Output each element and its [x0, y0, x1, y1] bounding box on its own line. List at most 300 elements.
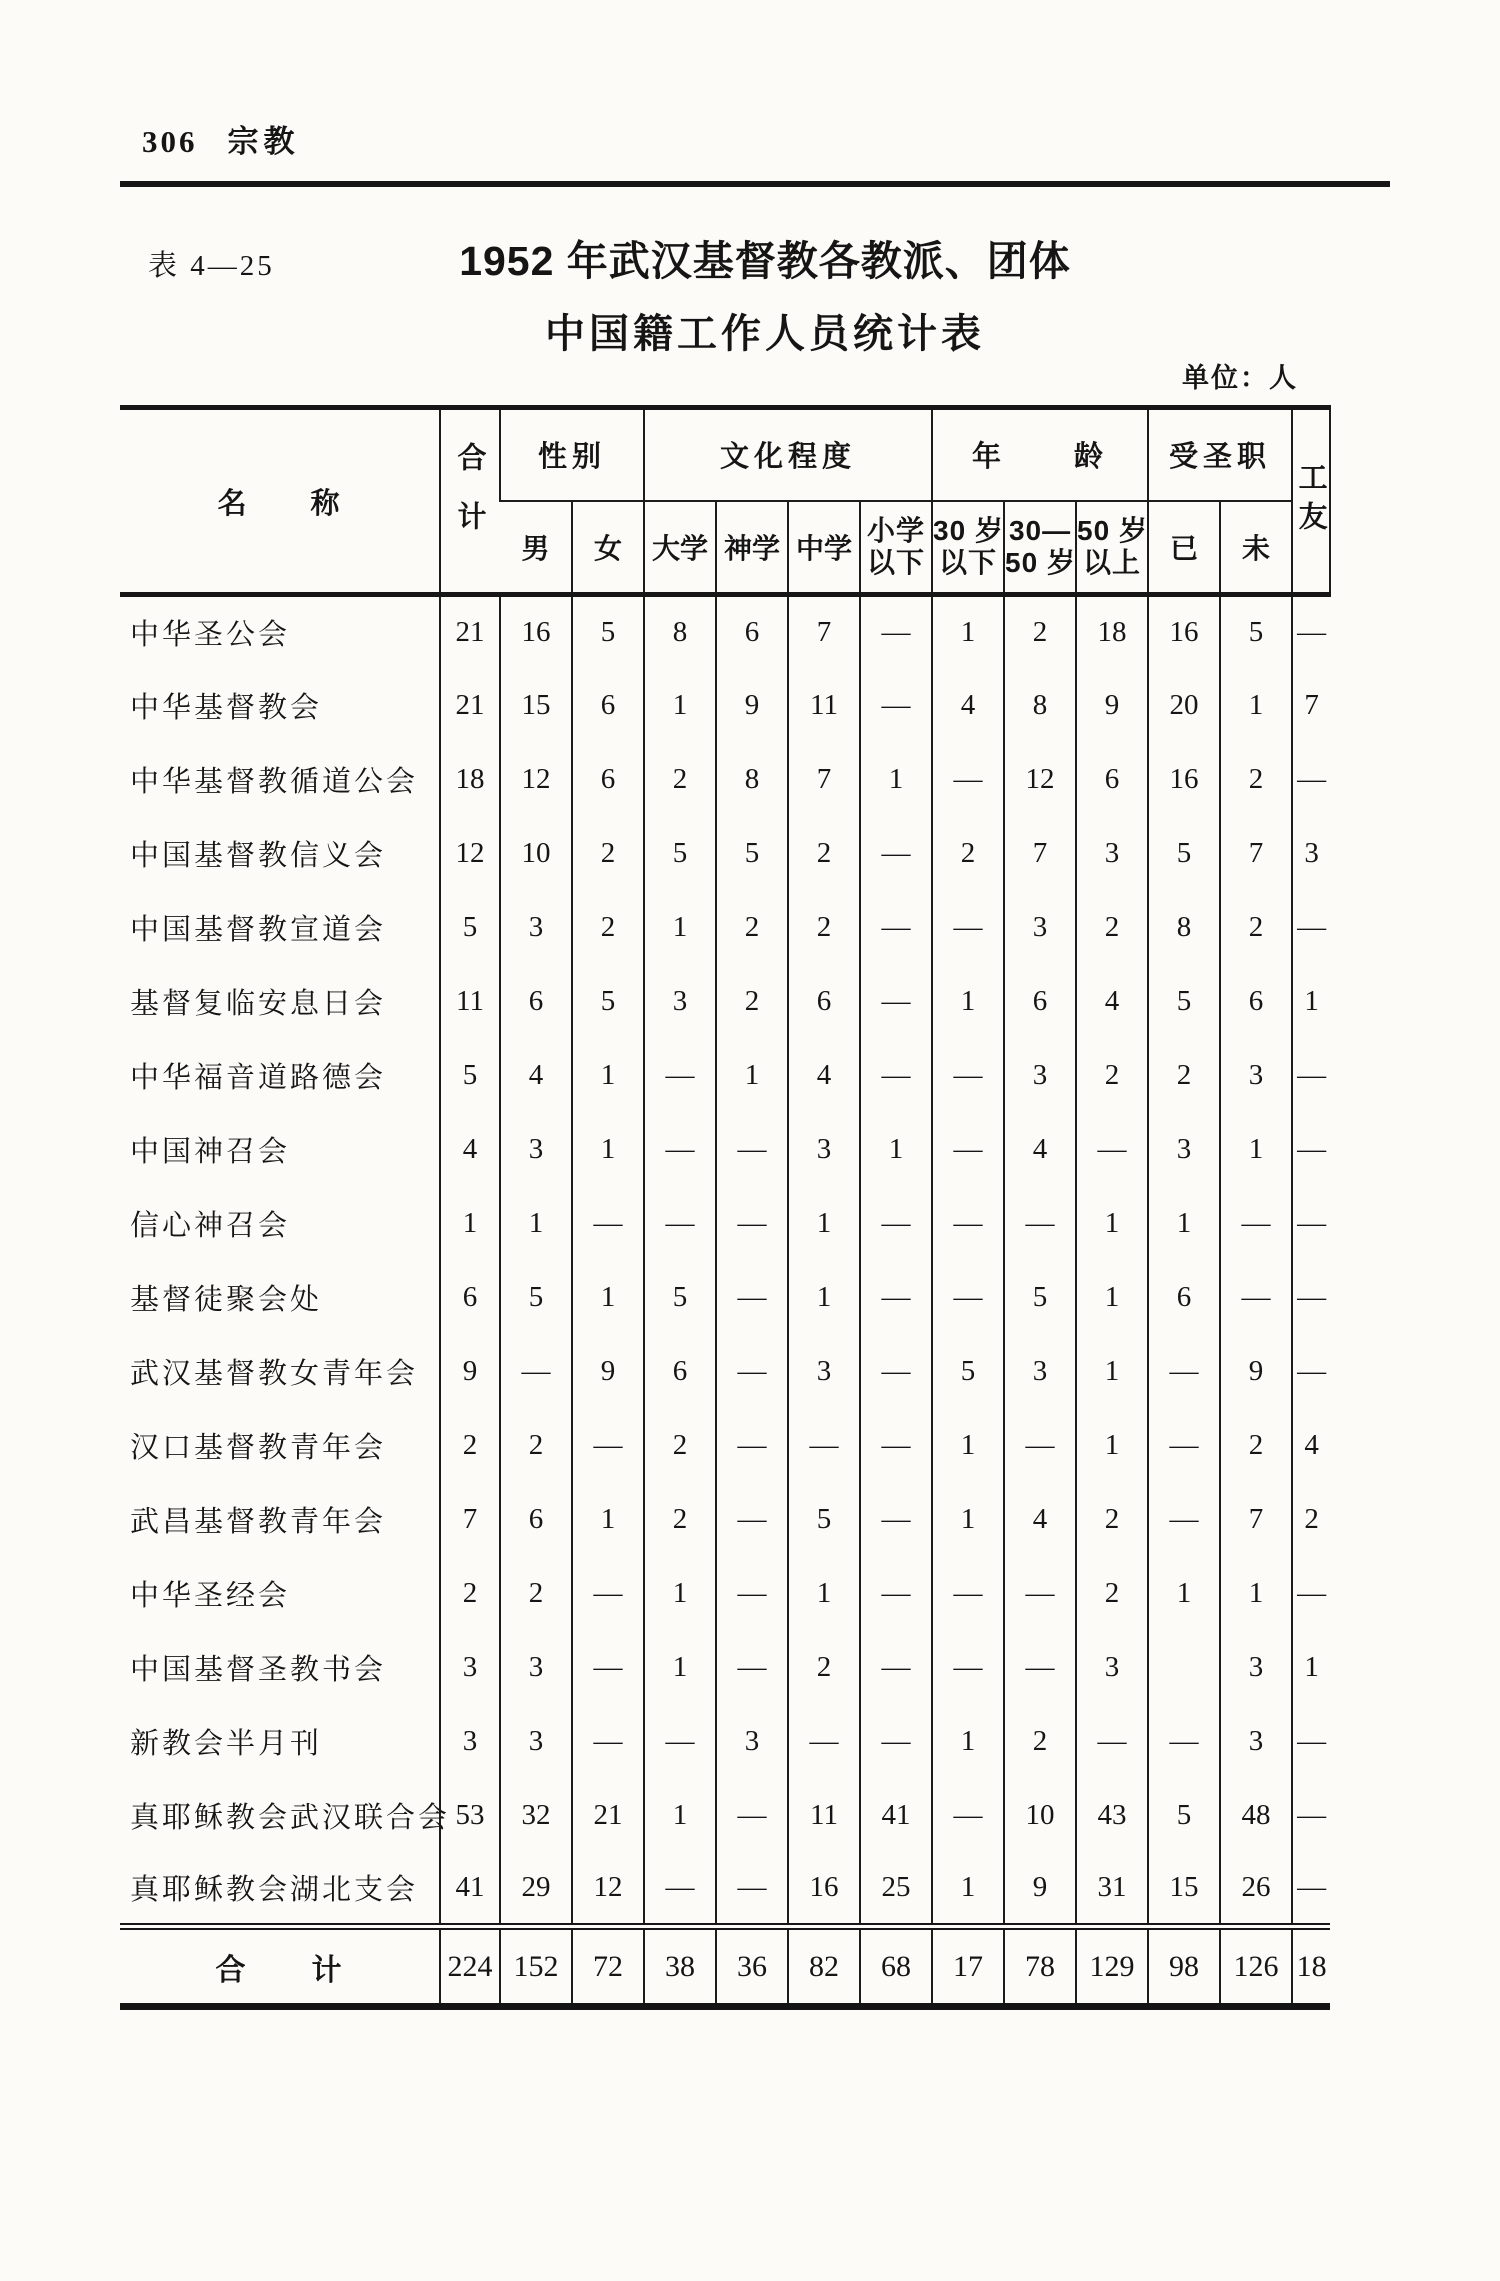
data-cell: 1 — [860, 1113, 932, 1187]
data-cell: — — [644, 1853, 716, 1927]
data-cell: 32 — [500, 1779, 572, 1853]
data-cell: 2 — [440, 1557, 500, 1631]
data-cell: 152 — [500, 1927, 572, 2007]
data-cell: 8 — [644, 595, 716, 669]
data-cell: — — [644, 1113, 716, 1187]
data-cell: 2 — [716, 891, 788, 965]
data-cell: 68 — [860, 1927, 932, 2007]
data-cell: 2 — [440, 1409, 500, 1483]
data-cell: 3 — [1004, 891, 1076, 965]
data-cell: — — [716, 1779, 788, 1853]
data-cell: 4 — [500, 1039, 572, 1113]
row-name: 中华圣经会 — [130, 1580, 291, 1612]
data-cell: 5 — [644, 1261, 716, 1335]
col-group-gender: 性别 — [500, 408, 644, 501]
data-cell: 1 — [932, 1853, 1004, 1927]
data-cell: — — [1148, 1705, 1220, 1779]
data-cell: 82 — [788, 1927, 860, 2007]
col-header-age-over-50 — [1076, 501, 1148, 595]
data-cell: 1 — [1292, 1631, 1330, 1705]
data-cell: — — [1292, 1853, 1330, 1927]
row-name: 中国神召会 — [130, 1136, 291, 1168]
data-cell: — — [932, 1113, 1004, 1187]
row-name: 中华圣公会 — [120, 595, 440, 669]
data-cell: 18 — [1076, 595, 1148, 669]
data-cell: 1 — [572, 1261, 644, 1335]
data-cell: 16 — [1148, 595, 1220, 669]
data-cell: 1 — [644, 1557, 716, 1631]
col-header-age-under-30 — [932, 501, 1004, 595]
data-cell: — — [644, 1705, 716, 1779]
data-cell: 2 — [1004, 595, 1076, 669]
data-cell: — — [860, 817, 932, 891]
data-cell: 10 — [500, 817, 572, 891]
data-cell: — — [500, 1335, 572, 1409]
col-header-primary-or-below — [860, 501, 932, 595]
data-cell: 2 — [1076, 891, 1148, 965]
page-number: 306 — [142, 124, 198, 159]
data-cell: 1 — [788, 1187, 860, 1261]
data-cell: — — [1292, 1557, 1330, 1631]
data-cell: 1 — [716, 1039, 788, 1113]
data-cell: 3 — [440, 1631, 500, 1705]
data-cell: 3 — [1076, 1631, 1148, 1705]
data-cell: — — [860, 1483, 932, 1557]
data-cell: 16 — [500, 595, 572, 669]
col-group-age: 年 龄 — [932, 408, 1148, 501]
data-cell: — — [860, 1261, 932, 1335]
table-row — [120, 1483, 1330, 1557]
data-cell: 41 — [860, 1779, 932, 1853]
table-title-line1: 1952 年武汉基督教各教派、团体 — [459, 238, 1071, 284]
data-cell: 98 — [1148, 1927, 1220, 2007]
data-cell: 2 — [644, 1409, 716, 1483]
data-cell: — — [860, 1335, 932, 1409]
col-header-ordained-no: 未 — [1220, 501, 1292, 595]
data-cell: 9 — [440, 1335, 500, 1409]
data-cell: 16 — [1148, 743, 1220, 817]
data-cell: 25 — [860, 1853, 932, 1927]
data-cell: — — [932, 1039, 1004, 1113]
data-cell: 6 — [788, 965, 860, 1039]
data-cell: 1 — [1220, 1557, 1292, 1631]
data-cell: — — [860, 669, 932, 743]
data-cell: — — [716, 1409, 788, 1483]
data-cell: 5 — [1148, 965, 1220, 1039]
table-title-line2: 中国籍工作人员统计表 — [545, 312, 985, 356]
data-cell: 6 — [1148, 1261, 1220, 1335]
data-cell: 3 — [1076, 817, 1148, 891]
data-cell: 5 — [440, 1039, 500, 1113]
data-cell: — — [716, 1631, 788, 1705]
col-header-ordained-yes: 已 — [1148, 501, 1220, 595]
col-header-theology: 神学 — [716, 501, 788, 595]
data-cell: — — [788, 1409, 860, 1483]
table-title — [260, 228, 1270, 359]
data-cell: — — [860, 891, 932, 965]
data-cell: — — [932, 1187, 1004, 1261]
data-cell: — — [1292, 595, 1330, 669]
data-cell: 6 — [572, 669, 644, 743]
data-cell: 1 — [1076, 1187, 1148, 1261]
row-name: 基督徒聚会处 — [130, 1284, 323, 1316]
data-cell: 5 — [788, 1483, 860, 1557]
data-cell: 9 — [1220, 1335, 1292, 1409]
row-name: 新教会半月刊 — [130, 1728, 323, 1760]
data-cell: 48 — [1220, 1779, 1292, 1853]
data-cell: 4 — [788, 1039, 860, 1113]
data-cell: — — [1292, 1779, 1330, 1853]
data-cell: — — [932, 743, 1004, 817]
data-cell: 1 — [572, 1113, 644, 1187]
data-cell: — — [716, 1113, 788, 1187]
col-header-primary-line2: 以下 — [867, 546, 926, 578]
data-cell: 5 — [1148, 817, 1220, 891]
data-cell: 11 — [788, 1779, 860, 1853]
data-cell: — — [716, 1261, 788, 1335]
section-title: 宗教 — [227, 124, 300, 159]
data-cell: — — [572, 1187, 644, 1261]
table-body — [120, 595, 1330, 2007]
data-cell: — — [788, 1705, 860, 1779]
table-row — [120, 965, 1330, 1039]
data-cell: 1 — [932, 1483, 1004, 1557]
data-cell: 2 — [788, 891, 860, 965]
data-cell: 6 — [500, 965, 572, 1039]
data-cell: 1 — [440, 1187, 500, 1261]
data-cell: 3 — [716, 1705, 788, 1779]
table-row — [120, 1853, 1330, 1927]
data-cell: — — [1292, 1187, 1330, 1261]
data-cell: — — [1292, 1113, 1330, 1187]
row-name: 武昌基督教青年会 — [130, 1506, 387, 1538]
data-cell: — — [572, 1557, 644, 1631]
row-name: 汉口基督教青年会 — [130, 1432, 387, 1464]
total-row — [120, 1927, 1330, 2007]
table-row — [120, 1335, 1330, 1409]
data-cell: 5 — [500, 1261, 572, 1335]
data-cell: — — [860, 1187, 932, 1261]
col-header-total: 合计 — [440, 408, 500, 595]
data-cell: 6 — [1004, 965, 1076, 1039]
col-header-middle-school: 中学 — [788, 501, 860, 595]
data-cell: — — [1076, 1113, 1148, 1187]
data-cell: — — [932, 891, 1004, 965]
page-header — [142, 116, 300, 161]
data-cell: 12 — [440, 817, 500, 891]
data-cell: 7 — [1292, 669, 1330, 743]
data-cell: 5 — [644, 817, 716, 891]
data-cell: — — [1004, 1187, 1076, 1261]
data-cell: 15 — [1148, 1853, 1220, 1927]
col-header-worker: 工友 — [1292, 408, 1330, 595]
data-cell: 7 — [1220, 1483, 1292, 1557]
data-cell: 2 — [572, 891, 644, 965]
data-cell: 4 — [1004, 1483, 1076, 1557]
data-cell: 2 — [1076, 1557, 1148, 1631]
table-row — [120, 1187, 1330, 1261]
data-cell: — — [1148, 1409, 1220, 1483]
data-cell: 3 — [1004, 1039, 1076, 1113]
col-header-age2-line2: 50 岁 — [1005, 546, 1076, 578]
data-cell: — — [860, 965, 932, 1039]
data-cell: — — [644, 1187, 716, 1261]
table-row — [120, 595, 1330, 669]
table-label: 表 4—25 — [148, 250, 275, 282]
data-cell: 18 — [1292, 1927, 1330, 2007]
data-cell: 1 — [1220, 669, 1292, 743]
data-cell: 1 — [1220, 1113, 1292, 1187]
unit-note: 单位：人 — [1182, 363, 1298, 393]
data-cell: — — [572, 1705, 644, 1779]
table-row — [120, 891, 1330, 965]
table-row — [120, 1113, 1330, 1187]
data-cell: 9 — [1004, 1853, 1076, 1927]
data-cell: 7 — [440, 1483, 500, 1557]
data-cell: 1 — [644, 1631, 716, 1705]
data-cell: — — [860, 1631, 932, 1705]
data-cell: — — [716, 1557, 788, 1631]
data-cell: 20 — [1148, 669, 1220, 743]
data-cell: 38 — [644, 1927, 716, 2007]
table-row — [120, 743, 1330, 817]
data-cell: 1 — [500, 1187, 572, 1261]
data-cell: 6 — [500, 1483, 572, 1557]
data-cell: 4 — [1292, 1409, 1330, 1483]
data-cell: 3 — [440, 1705, 500, 1779]
data-cell: 1 — [932, 1409, 1004, 1483]
data-cell: 129 — [1076, 1927, 1148, 2007]
data-cell: 17 — [932, 1927, 1004, 2007]
row-name: 中华基督教循道公会 — [130, 766, 419, 798]
data-cell: 1 — [932, 1705, 1004, 1779]
data-cell: 3 — [1004, 1335, 1076, 1409]
data-cell: 43 — [1076, 1779, 1148, 1853]
data-cell: 1 — [644, 1779, 716, 1853]
col-header-name: 名 称 — [120, 408, 440, 595]
data-cell: 6 — [1076, 743, 1148, 817]
data-cell: — — [1292, 1039, 1330, 1113]
table-row — [120, 1557, 1330, 1631]
data-cell: 2 — [644, 1483, 716, 1557]
data-cell: 6 — [1220, 965, 1292, 1039]
header-rule — [120, 181, 1390, 187]
data-cell: — — [1004, 1409, 1076, 1483]
row-name: 真耶稣教会湖北支会 — [130, 1874, 419, 1907]
data-cell: 72 — [572, 1927, 644, 2007]
col-header-male: 男 — [500, 501, 572, 595]
data-cell: — — [860, 1409, 932, 1483]
data-cell: — — [932, 1779, 1004, 1853]
col-header-university: 大学 — [644, 501, 716, 595]
data-cell: — — [1292, 1335, 1330, 1409]
data-cell: 78 — [1004, 1927, 1076, 2007]
data-cell: — — [572, 1631, 644, 1705]
row-name: 中华基督教会 — [130, 692, 323, 724]
row-name: 中国基督教宣道会 — [130, 914, 387, 946]
data-cell: 16 — [788, 1853, 860, 1927]
data-cell: 2 — [1220, 743, 1292, 817]
data-cell: — — [1148, 1483, 1220, 1557]
data-cell: 1 — [1076, 1335, 1148, 1409]
data-cell: 6 — [716, 595, 788, 669]
col-group-education: 文化程度 — [644, 408, 932, 501]
data-cell: 21 — [440, 595, 500, 669]
data-cell: 5 — [440, 891, 500, 965]
data-cell: 36 — [716, 1927, 788, 2007]
data-cell: 2 — [932, 817, 1004, 891]
data-cell: 9 — [572, 1335, 644, 1409]
data-cell: — — [1148, 1335, 1220, 1409]
data-cell: 2 — [1220, 891, 1292, 965]
data-cell: 5 — [572, 965, 644, 1039]
data-cell: 1 — [860, 743, 932, 817]
data-cell: — — [1292, 1705, 1330, 1779]
table-row — [120, 1779, 1330, 1853]
data-cell: 7 — [1004, 817, 1076, 891]
data-cell: 3 — [500, 1705, 572, 1779]
data-cell: 1 — [1076, 1261, 1148, 1335]
data-cell: 29 — [500, 1853, 572, 1927]
data-cell: 9 — [716, 669, 788, 743]
data-cell: 12 — [500, 743, 572, 817]
data-cell: 4 — [1076, 965, 1148, 1039]
data-cell: 2 — [1076, 1039, 1148, 1113]
data-cell: 126 — [1220, 1927, 1292, 2007]
data-cell: 3 — [1148, 1113, 1220, 1187]
data-cell: 1 — [1292, 965, 1330, 1039]
data-cell: 4 — [932, 669, 1004, 743]
data-cell: 2 — [1076, 1483, 1148, 1557]
col-header-female: 女 — [572, 501, 644, 595]
data-cell: 3 — [1292, 817, 1330, 891]
data-cell: 41 — [440, 1853, 500, 1927]
data-cell: 15 — [500, 669, 572, 743]
data-cell: — — [1220, 1187, 1292, 1261]
data-cell: 1 — [1076, 1409, 1148, 1483]
data-cell: 224 — [440, 1927, 500, 2007]
data-cell: 3 — [1220, 1039, 1292, 1113]
data-cell: 3 — [644, 965, 716, 1039]
data-cell: 12 — [572, 1853, 644, 1927]
data-cell: 2 — [788, 817, 860, 891]
data-cell: — — [1292, 891, 1330, 965]
data-cell: 5 — [716, 817, 788, 891]
row-name: 信心神召会 — [130, 1210, 291, 1242]
data-cell: — — [932, 1557, 1004, 1631]
data-cell: 31 — [1076, 1853, 1148, 1927]
row-name: 中国基督教信义会 — [130, 840, 387, 872]
data-cell: — — [1292, 743, 1330, 817]
data-cell: — — [1076, 1705, 1148, 1779]
data-cell: 3 — [500, 1113, 572, 1187]
data-cell: 1 — [788, 1261, 860, 1335]
data-cell: 11 — [440, 965, 500, 1039]
data-cell: 1 — [644, 891, 716, 965]
data-cell: 8 — [716, 743, 788, 817]
data-cell: — — [1004, 1557, 1076, 1631]
col-header-age3-line1: 50 岁 — [1077, 515, 1148, 547]
data-cell: 3 — [500, 1631, 572, 1705]
data-cell: 2 — [500, 1557, 572, 1631]
data-cell: 7 — [1220, 817, 1292, 891]
data-cell: 3 — [1220, 1631, 1292, 1705]
data-cell: 1 — [1148, 1557, 1220, 1631]
data-cell: 5 — [932, 1335, 1004, 1409]
data-cell: 3 — [1220, 1705, 1292, 1779]
row-name: 武汉基督教女青年会 — [130, 1358, 419, 1390]
data-cell: 21 — [572, 1779, 644, 1853]
data-cell: 18 — [440, 743, 500, 817]
data-cell: 1 — [932, 965, 1004, 1039]
data-cell: 4 — [1004, 1113, 1076, 1187]
data-cell: 1 — [644, 669, 716, 743]
data-cell: 6 — [644, 1335, 716, 1409]
row-name: 基督复临安息日会 — [130, 988, 387, 1020]
row-name: 中国基督圣教书会 — [130, 1654, 387, 1686]
data-cell: 10 — [1004, 1779, 1076, 1853]
data-cell: 2 — [644, 743, 716, 817]
data-cell: 2 — [716, 965, 788, 1039]
table-row — [120, 817, 1330, 891]
data-cell: — — [860, 1557, 932, 1631]
data-cell: — — [1004, 1631, 1076, 1705]
row-name: 中华福音道路德会 — [130, 1062, 387, 1094]
data-cell: 5 — [572, 595, 644, 669]
data-cell: 5 — [1004, 1261, 1076, 1335]
data-cell: 1 — [788, 1557, 860, 1631]
data-cell: — — [860, 595, 932, 669]
col-group-ordained: 受圣职 — [1148, 408, 1292, 501]
data-cell: 5 — [1148, 1779, 1220, 1853]
data-cell: — — [932, 1261, 1004, 1335]
data-cell: 2 — [1220, 1409, 1292, 1483]
total-row-label: 合 计 — [120, 1927, 440, 2007]
col-header-age1-line2: 以下 — [939, 546, 998, 578]
data-cell: 8 — [1004, 669, 1076, 743]
data-cell: 2 — [572, 817, 644, 891]
table-row — [120, 1039, 1330, 1113]
data-cell: — — [860, 1039, 932, 1113]
data-cell: — — [1220, 1261, 1292, 1335]
col-header-age3-line2: 以上 — [1083, 546, 1142, 578]
data-cell: 53 — [440, 1779, 500, 1853]
data-cell: 1 — [932, 595, 1004, 669]
data-cell: 2 — [500, 1409, 572, 1483]
table-row — [120, 1705, 1330, 1779]
data-cell: 1 — [572, 1039, 644, 1113]
table-row — [120, 1409, 1330, 1483]
data-cell: — — [716, 1335, 788, 1409]
data-cell: — — [1292, 1261, 1330, 1335]
data-cell: 2 — [1292, 1483, 1330, 1557]
statistics-table — [120, 405, 1331, 2010]
data-cell: 3 — [788, 1335, 860, 1409]
data-cell: 8 — [1148, 891, 1220, 965]
data-cell: 26 — [1220, 1853, 1292, 1927]
data-cell — [1148, 1631, 1220, 1705]
data-cell: 7 — [788, 743, 860, 817]
data-cell: — — [644, 1039, 716, 1113]
data-cell: 7 — [788, 595, 860, 669]
col-header-primary-line1: 小学 — [867, 515, 926, 547]
data-cell: 1 — [1148, 1187, 1220, 1261]
data-cell: 9 — [1076, 669, 1148, 743]
table-row — [120, 1261, 1330, 1335]
data-cell: — — [932, 1631, 1004, 1705]
data-cell: 1 — [572, 1483, 644, 1557]
table-row — [120, 669, 1330, 743]
